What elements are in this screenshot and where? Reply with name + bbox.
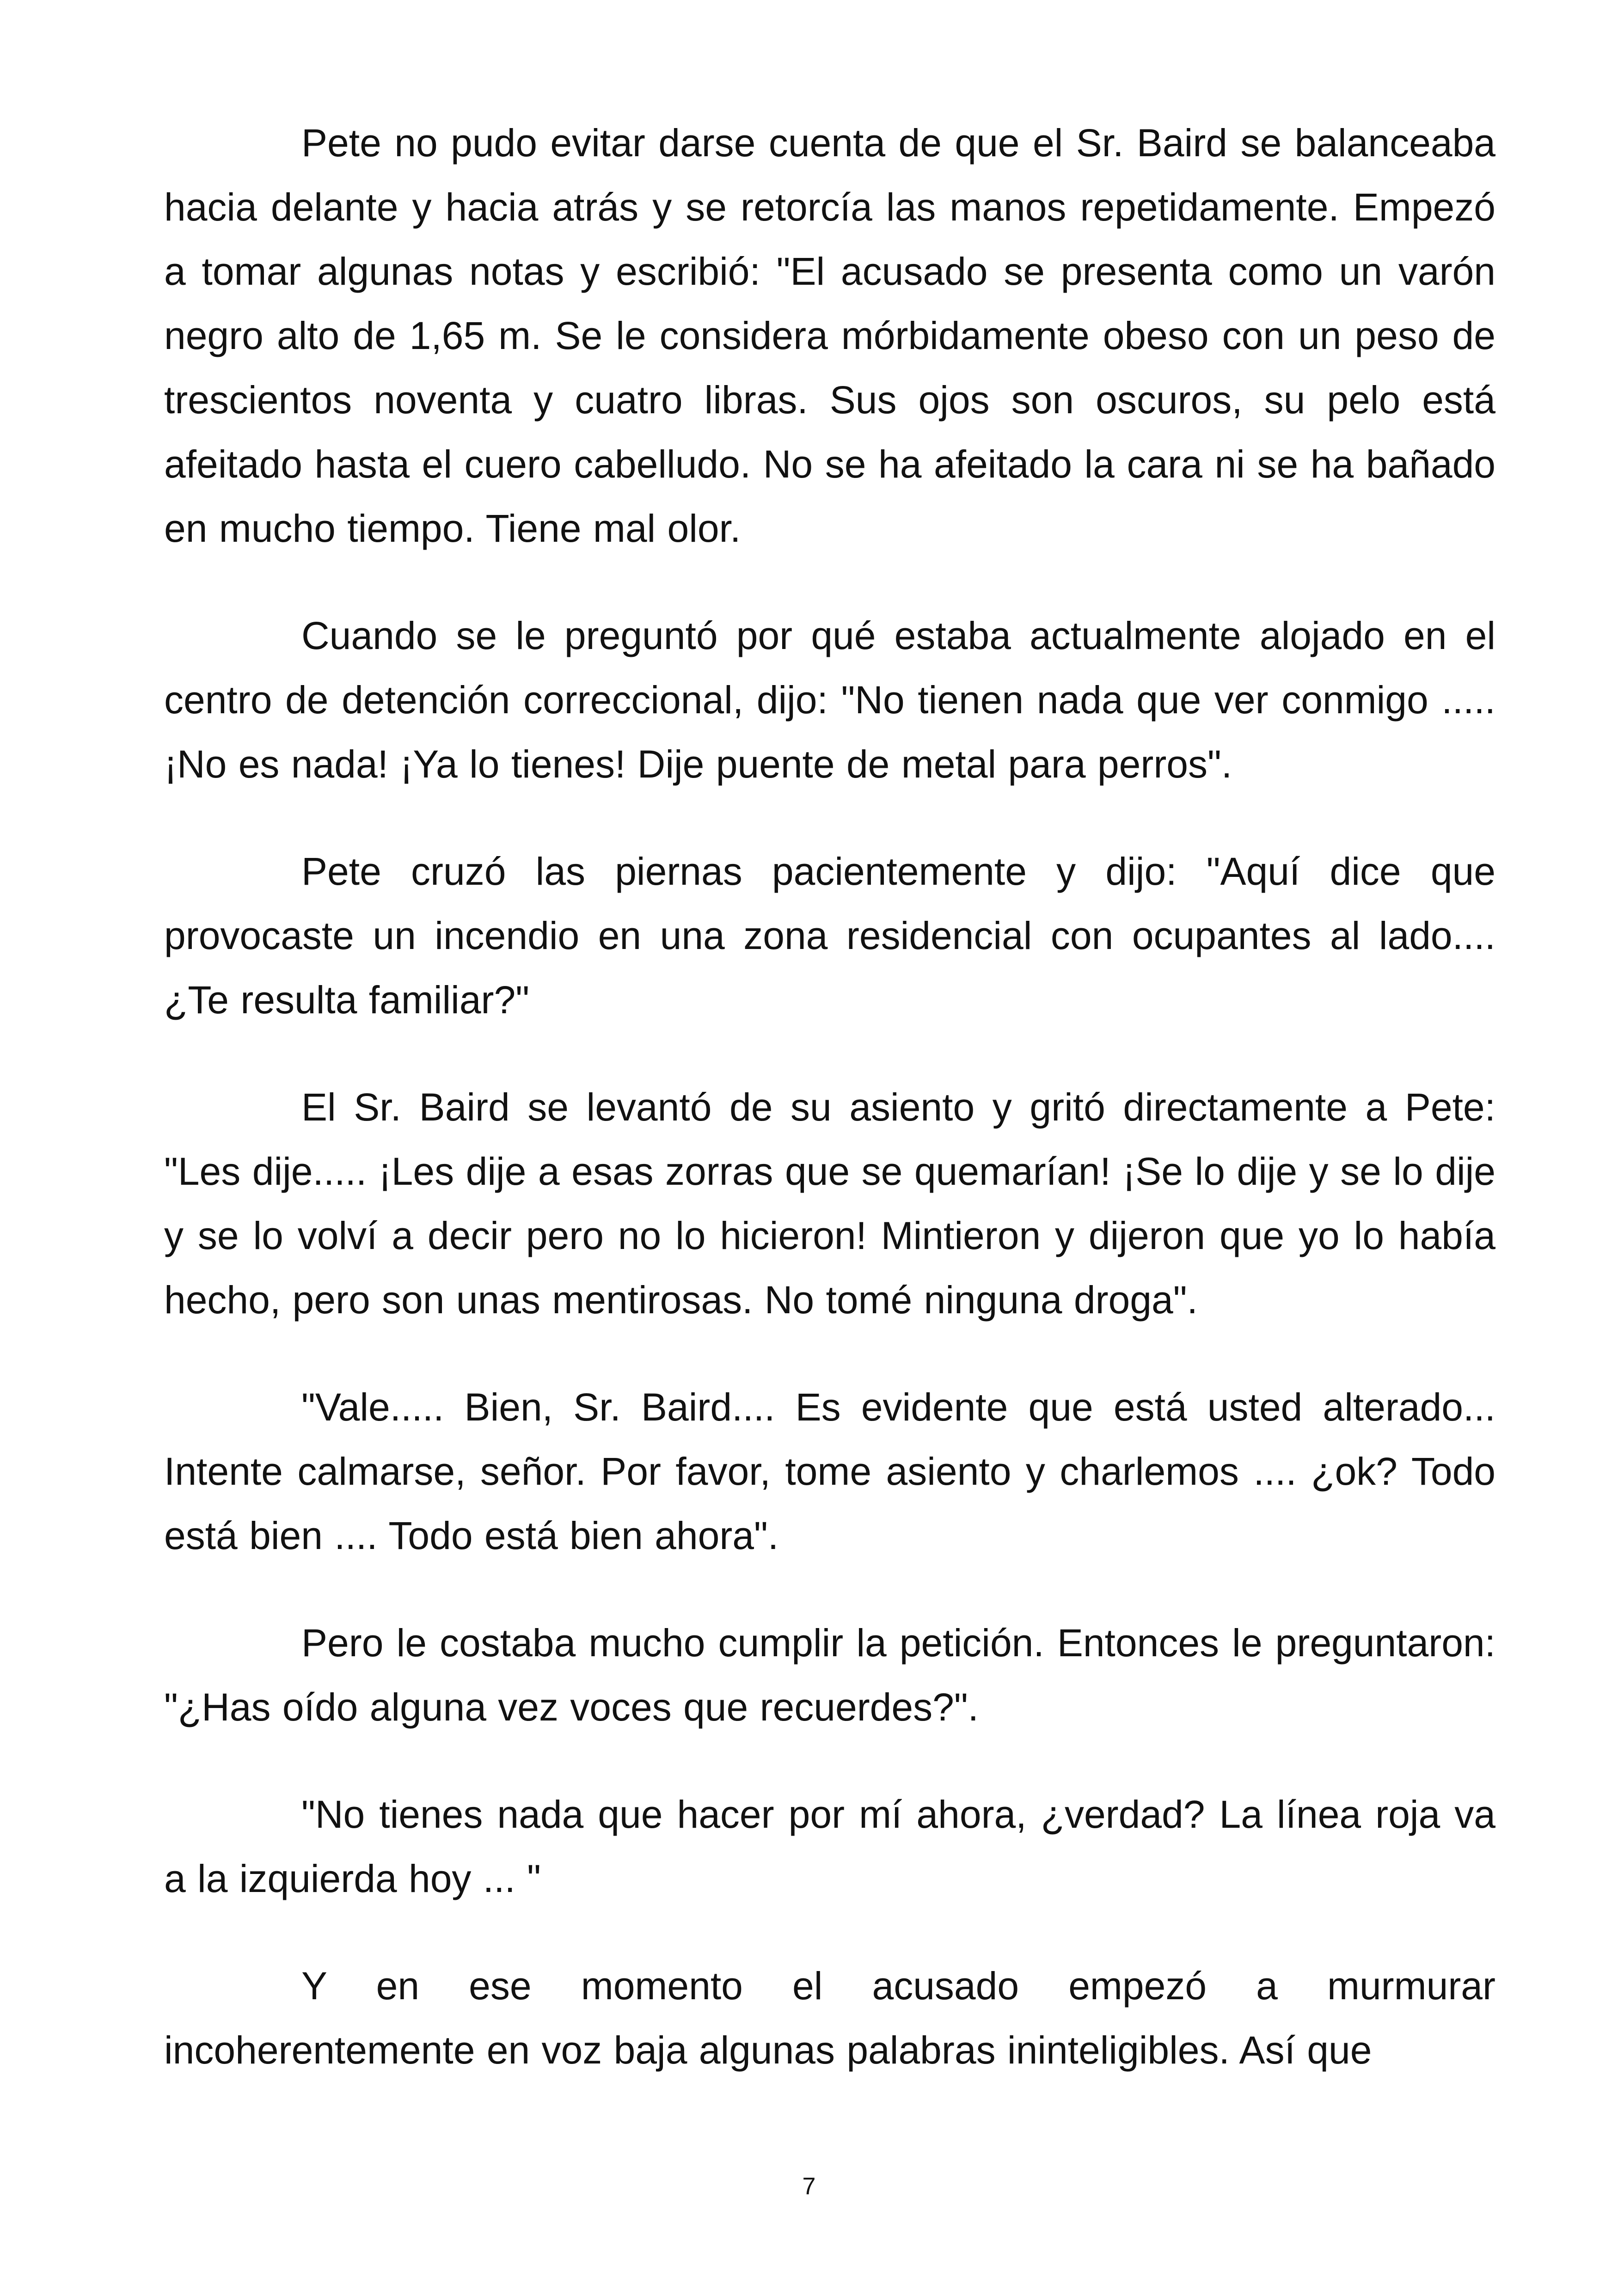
page-number: 7 bbox=[802, 2173, 816, 2200]
paragraph-6: Pero le costaba mucho cumplir la petición. Entonces le preguntaron: "¿Has oído alguna vez voces que recuerdes?". bbox=[164, 1621, 1495, 1729]
document-page bbox=[164, 111, 1495, 2082]
paragraph-7: "No tienes nada que hacer por mí ahora, ¿verdad? La línea roja va a la izquierda hoy ... " bbox=[164, 1793, 1495, 1900]
paragraph-1: Pete no pudo evitar darse cuenta de que el Sr. Baird se balanceaba hacia delante y hacia atrás y se retorcía las manos repetidamente. Empezó a tomar algunas notas y escribió: "El acusado se presenta como un varón negro alto de 1,65 m. Se le considera mórbidamente obeso con un peso de trescientos noventa y cuatro libras. Sus ojos son oscuros, su pelo está afeitado hasta el cuero cabelludo. No se ha afeitado la cara ni se ha bañado en mucho tiempo. Tiene mal olor. bbox=[164, 121, 1495, 550]
paragraph-8: Y en ese momento el acusado empezó a murmurar incoherentemente en voz baja algunas palabras ininteligibles. Así que bbox=[164, 1964, 1495, 2072]
paragraph-5: "Vale..... Bien, Sr. Baird.... Es evidente que está usted alterado... Intente calmarse, señor. Por favor, tome asiento y charlemos .... ¿ok? Todo está bien .... Todo está bien ahora". bbox=[164, 1385, 1495, 1557]
paragraph-4: El Sr. Baird se levantó de su asiento y gritó directamente a Pete: "Les dije..... ¡Les dije a esas zorras que se quemarían! ¡Se lo dije y se lo dije y se lo volví a decir pero no lo hicieron! Mintieron y dijeron que yo lo había hecho, pero son unas mentirosas. No tomé ninguna droga". bbox=[164, 1085, 1495, 1322]
paragraph-2: Cuando se le preguntó por qué estaba actualmente alojado en el centro de detención correccional, dijo: "No tienen nada que ver conmigo ..... ¡No es nada! ¡Ya lo tienes! Dije puente de metal para perros". bbox=[164, 614, 1495, 786]
paragraph-3: Pete cruzó las piernas pacientemente y dijo: "Aquí dice que provocaste un incendio en una zona residencial con ocupantes al lado.... ¿Te resulta familiar?" bbox=[164, 850, 1495, 1022]
